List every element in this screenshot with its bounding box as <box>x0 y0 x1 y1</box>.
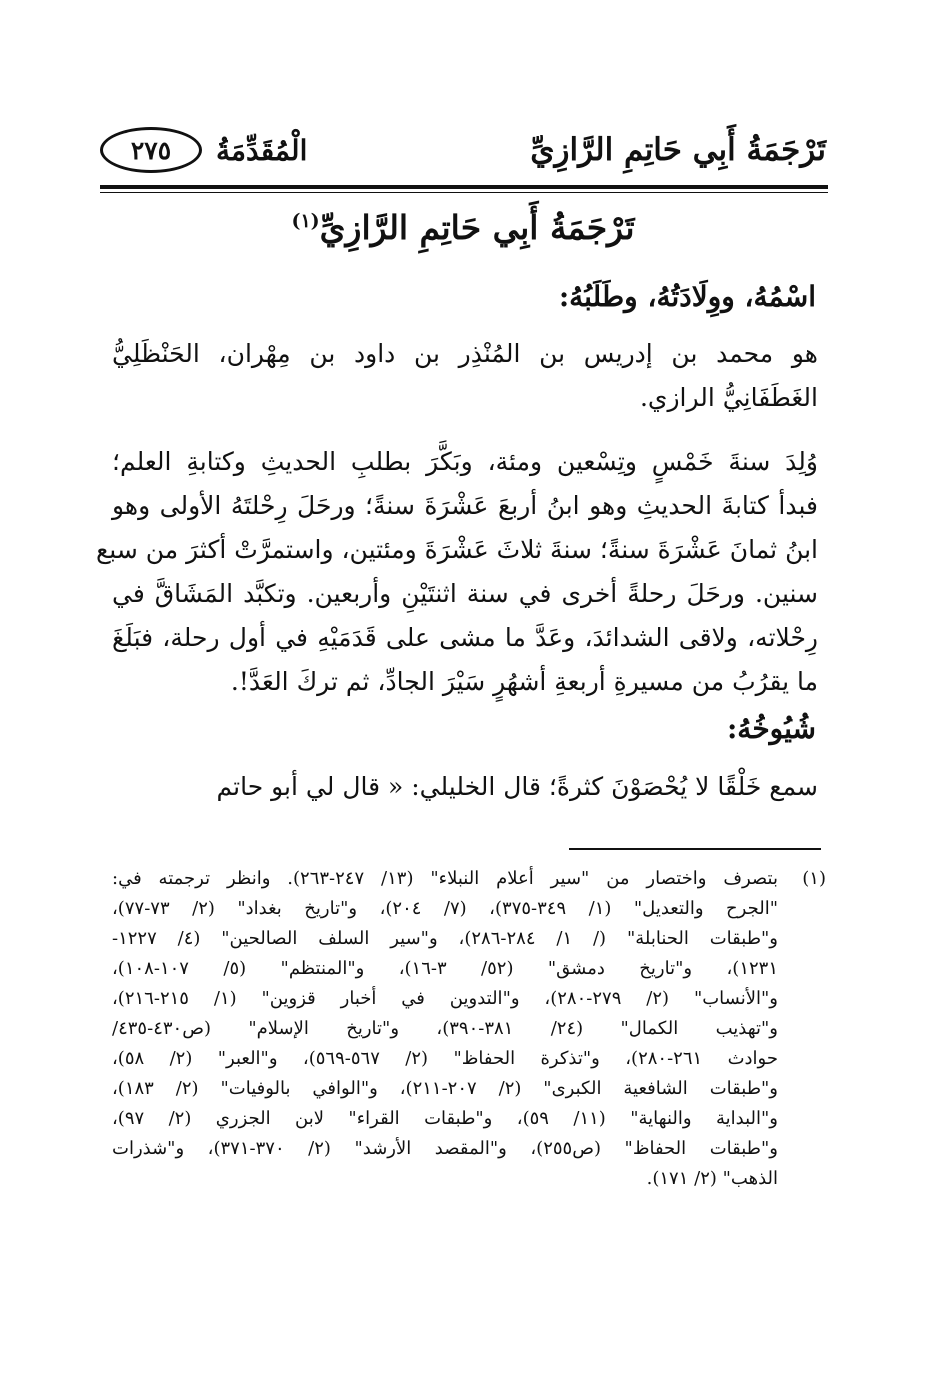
footnote-line: و"البداية والنهاية" (١١/ ٥٩)، و"طبقات القراء" لابن الجزري (٢/ ٩٧)، <box>112 1108 778 1129</box>
footnote-line: و"طبقات الحنابلة" (/ ١/ ٢٨٤-٢٨٦)، و"سير السلف الصالحين" (٤/ ١٢٢٧- <box>112 928 778 949</box>
section-name: الْمُقَدِّمَةُ <box>216 133 308 167</box>
page-number: ٢٧٥ <box>130 135 172 165</box>
footnote-line: ١٢٣١)، و"تاريخ دمشق" (٥٢/ ٣-١٦)، و"المنتظم" (٥/ ١٠٧-١٠٨)، <box>112 958 778 979</box>
chapter-title <box>100 208 826 247</box>
header-rule-thin <box>100 192 828 193</box>
footnote-number: (١) <box>802 868 826 889</box>
paragraph-name <box>112 332 818 420</box>
text-line: رِحْلاته، ولاقى الشدائدَ، وعَدَّ ما مشى على قَدَمَيْهِ في أول رحلة، فبَلَغَ <box>112 623 818 652</box>
paragraph-birth-travels <box>96 440 818 704</box>
text-line: ابنُ ثمانَ عَشْرَةَ سنةً؛ سنةَ ثلاثَ عَشْرَةَ ومئتين، واستمرَّتْ أكثرَ من سبع <box>96 535 818 564</box>
footnote-line: حوادث ٢٦١-٢٨٠)، و"تذكرة الحفاظ" (٢/ ٥٦٧-٥٦٩)، و"العبر" (٢/ ٥٨)، <box>112 1048 778 1069</box>
footnote-line: "الجرح والتعديل" (١/ ٣٤٩-٣٧٥)، (٧/ ٢٠٤)، و"تاريخ بغداد" (٢/ ٧٣-٧٧)، <box>112 898 778 919</box>
text-line: سمع خَلْقًا لا يُحْصَوْنَ كثرةً؛ قال الخليلي: « قال لي أبو حاتم <box>216 772 818 801</box>
header-rule-thick <box>100 185 828 189</box>
text-line: الغَطَفَانِيُّ الرازي. <box>639 383 818 412</box>
section-heading-name-birth: اسْمُهُ، ووِلَادَتُهُ، وطَلَبُهُ: <box>558 280 816 313</box>
footnote-line: و"تهذيب الكمال" (٢٤/ ٣٨١-٣٩٠)، و"تاريخ الإسلام" (ص٤٣٠-٤٣٥/ <box>112 1018 778 1039</box>
footnote-text <box>112 864 778 1194</box>
running-header <box>100 118 826 182</box>
paragraph-teachers <box>112 765 818 809</box>
footnote-marker: (١) <box>291 210 320 232</box>
page-number-oval <box>100 127 202 173</box>
footnote-line: الذهب" (٢/ ١٧١). <box>646 1168 778 1189</box>
footnote-line: و"طبقات الحفاظ" (ص٢٥٥)، و"المقصد الأرشد" (٢/ ٣٧٠-٣٧١)، و"شذرات <box>112 1138 778 1159</box>
footnote-separator <box>569 848 821 850</box>
running-title: تَرْجَمَةُ أَبِي حَاتِمِ الرَّازِيِّ <box>530 132 826 168</box>
footnote-line: و"طبقات الشافعية الكبرى" (٢/ ٢٠٧-٢١١)، و"الوافي بالوفيات" (٢/ ١٨٣)، <box>112 1078 778 1099</box>
text-line: وُلِدَ سنةَ خَمْسٍ وتِسْعين ومئة، وبَكَّرَ بطلبِ الحديثِ وكتابةِ العلم؛ <box>112 447 818 476</box>
chapter-title-text: تَرْجَمَةُ أَبِي حَاتِمِ الرَّازِيِّ <box>319 208 635 247</box>
footnote-line: و"الأنساب" (٢/ ٢٧٩-٢٨٠)، و"التدوين في أخبار قزوين" (١/ ٢١٥-٢١٦)، <box>112 988 778 1009</box>
text-line: هو محمد بن إدريس بن المُنْذِر بن داود بن مِهْران، الحَنْظَلِيُّ <box>112 339 818 368</box>
text-line: فبدأ كتابةَ الحديثِ وهو ابنُ أربعَ عَشْرَةَ سنةً؛ ورحَلَ رِحْلتَهُ الأولى وهو <box>112 491 818 520</box>
footnote-line: بتصرف واختصار من "سير أعلام النبلاء" (١٣/ ٢٤٧-٢٦٣). وانظر ترجمته في: <box>112 868 778 889</box>
text-line: سنين. ورحَلَ رحلةً أخرى في سنة اثنتَيْنِ وأربعين. وتكبَّد المَشَاقَّ في <box>112 579 818 608</box>
section-heading-teachers: شُيُوخُهُ: <box>726 712 816 745</box>
text-line: ما يقرُبُ من مسيرةِ أربعةِ أشهُرٍ سَيْرَ الجادِّ، ثم تركَ العَدَّ!. <box>230 667 818 696</box>
header-section-group <box>100 127 307 173</box>
